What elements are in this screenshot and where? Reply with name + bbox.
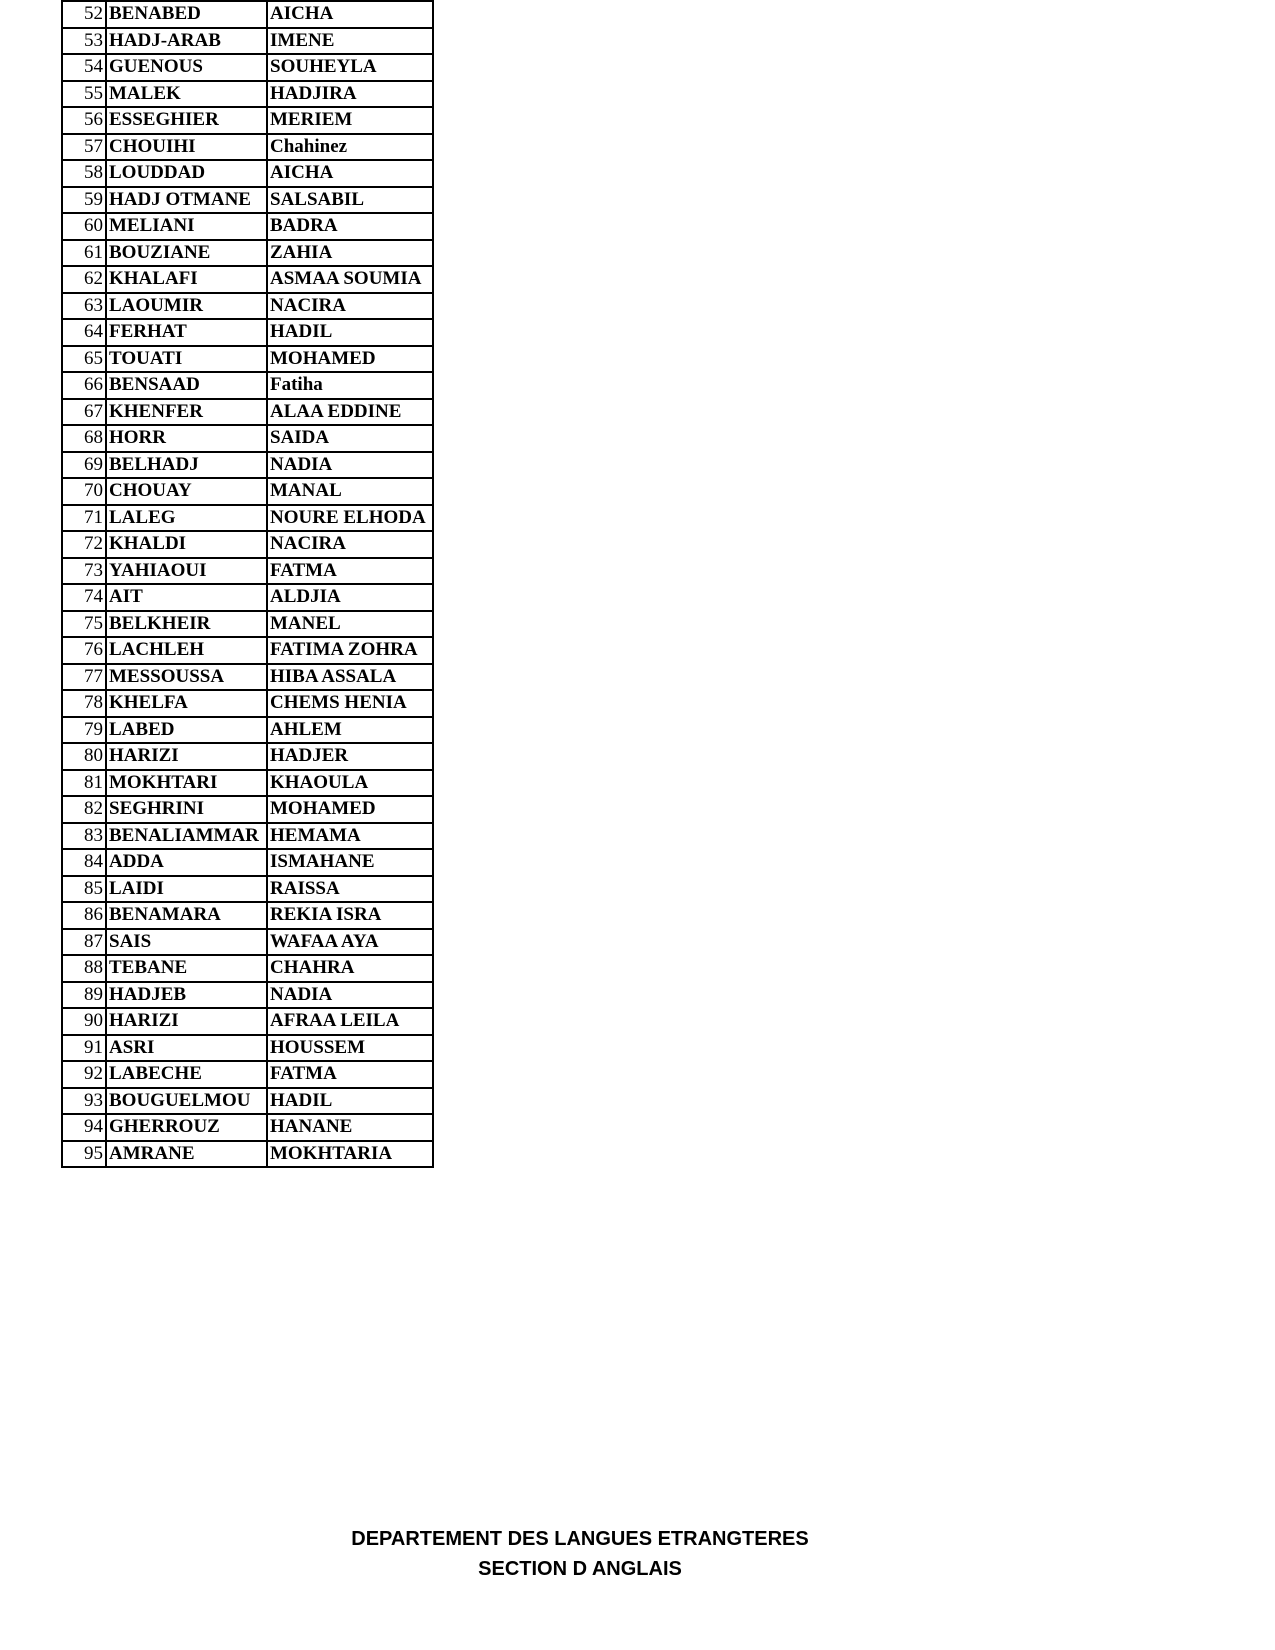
first-name-cell: ISMAHANE bbox=[267, 849, 433, 876]
table-row bbox=[62, 107, 433, 134]
last-name-cell: HADJ-ARAB bbox=[106, 28, 267, 55]
last-name-cell: KHALDI bbox=[106, 531, 267, 558]
last-name-cell: BELHADJ bbox=[106, 452, 267, 479]
table-row bbox=[62, 1141, 433, 1168]
first-name-cell: RAISSA bbox=[267, 876, 433, 903]
row-number: 78 bbox=[62, 690, 106, 717]
table-row bbox=[62, 372, 433, 399]
row-number: 86 bbox=[62, 902, 106, 929]
table-row bbox=[62, 346, 433, 373]
first-name-cell: FATMA bbox=[267, 558, 433, 585]
row-number: 54 bbox=[62, 54, 106, 81]
first-name-cell: HIBA ASSALA bbox=[267, 664, 433, 691]
last-name-cell: KHELFA bbox=[106, 690, 267, 717]
first-name-cell: SOUHEYLA bbox=[267, 54, 433, 81]
first-name-cell: HANANE bbox=[267, 1114, 433, 1141]
row-number: 68 bbox=[62, 425, 106, 452]
last-name-cell: LAIDI bbox=[106, 876, 267, 903]
row-number: 64 bbox=[62, 319, 106, 346]
last-name-cell: LABED bbox=[106, 717, 267, 744]
first-name-cell: NOURE ELHODA bbox=[267, 505, 433, 532]
last-name-cell: HARIZI bbox=[106, 1008, 267, 1035]
row-number: 61 bbox=[62, 240, 106, 267]
table-row bbox=[62, 478, 433, 505]
row-number: 55 bbox=[62, 81, 106, 108]
last-name-cell: LALEG bbox=[106, 505, 267, 532]
row-number: 63 bbox=[62, 293, 106, 320]
table-row bbox=[62, 743, 433, 770]
last-name-cell: BELKHEIR bbox=[106, 611, 267, 638]
table-row bbox=[62, 28, 433, 55]
table-row bbox=[62, 452, 433, 479]
table-row bbox=[62, 425, 433, 452]
row-number: 77 bbox=[62, 664, 106, 691]
table-row bbox=[62, 399, 433, 426]
table-row bbox=[62, 1, 433, 28]
last-name-cell: MOKHTARI bbox=[106, 770, 267, 797]
table-row bbox=[62, 929, 433, 956]
row-number: 84 bbox=[62, 849, 106, 876]
first-name-cell: NADIA bbox=[267, 452, 433, 479]
last-name-cell: SAIS bbox=[106, 929, 267, 956]
student-list-body bbox=[62, 1, 433, 1167]
table-row bbox=[62, 823, 433, 850]
last-name-cell: BENALIAMMAR bbox=[106, 823, 267, 850]
first-name-cell: NACIRA bbox=[267, 531, 433, 558]
table-row bbox=[62, 690, 433, 717]
row-number: 57 bbox=[62, 134, 106, 161]
first-name-cell: HADJER bbox=[267, 743, 433, 770]
row-number: 70 bbox=[62, 478, 106, 505]
table-row bbox=[62, 134, 433, 161]
row-number: 83 bbox=[62, 823, 106, 850]
row-number: 75 bbox=[62, 611, 106, 638]
first-name-cell: CHEMS HENIA bbox=[267, 690, 433, 717]
table-row bbox=[62, 1061, 433, 1088]
last-name-cell: CHOUAY bbox=[106, 478, 267, 505]
table-row bbox=[62, 1088, 433, 1115]
row-number: 82 bbox=[62, 796, 106, 823]
row-number: 85 bbox=[62, 876, 106, 903]
last-name-cell: BENABED bbox=[106, 1, 267, 28]
table-row bbox=[62, 319, 433, 346]
last-name-cell: LOUDDAD bbox=[106, 160, 267, 187]
row-number: 91 bbox=[62, 1035, 106, 1062]
row-number: 95 bbox=[62, 1141, 106, 1168]
first-name-cell: KHAOULA bbox=[267, 770, 433, 797]
last-name-cell: TEBANE bbox=[106, 955, 267, 982]
first-name-cell: HADIL bbox=[267, 319, 433, 346]
first-name-cell: HEMAMA bbox=[267, 823, 433, 850]
last-name-cell: MESSOUSSA bbox=[106, 664, 267, 691]
first-name-cell: Fatiha bbox=[267, 372, 433, 399]
first-name-cell: BADRA bbox=[267, 213, 433, 240]
last-name-cell: ADDA bbox=[106, 849, 267, 876]
last-name-cell: AMRANE bbox=[106, 1141, 267, 1168]
first-name-cell: AFRAA LEILA bbox=[267, 1008, 433, 1035]
last-name-cell: MALEK bbox=[106, 81, 267, 108]
row-number: 71 bbox=[62, 505, 106, 532]
first-name-cell: HADJIRA bbox=[267, 81, 433, 108]
row-number: 87 bbox=[62, 929, 106, 956]
last-name-cell: AIT bbox=[106, 584, 267, 611]
last-name-cell: BENSAAD bbox=[106, 372, 267, 399]
table-row bbox=[62, 611, 433, 638]
last-name-cell: KHALAFI bbox=[106, 266, 267, 293]
table-row bbox=[62, 955, 433, 982]
table-row bbox=[62, 1114, 433, 1141]
first-name-cell: MANAL bbox=[267, 478, 433, 505]
last-name-cell: HADJ OTMANE bbox=[106, 187, 267, 214]
table-row bbox=[62, 584, 433, 611]
row-number: 72 bbox=[62, 531, 106, 558]
last-name-cell: BOUGUELMOU bbox=[106, 1088, 267, 1115]
first-name-cell: MANEL bbox=[267, 611, 433, 638]
first-name-cell: NACIRA bbox=[267, 293, 433, 320]
table-row bbox=[62, 876, 433, 903]
row-number: 81 bbox=[62, 770, 106, 797]
table-row bbox=[62, 770, 433, 797]
row-number: 92 bbox=[62, 1061, 106, 1088]
table-row bbox=[62, 558, 433, 585]
first-name-cell: SAIDA bbox=[267, 425, 433, 452]
last-name-cell: GUENOUS bbox=[106, 54, 267, 81]
row-number: 65 bbox=[62, 346, 106, 373]
row-number: 56 bbox=[62, 107, 106, 134]
first-name-cell: ALAA EDDINE bbox=[267, 399, 433, 426]
last-name-cell: ASRI bbox=[106, 1035, 267, 1062]
last-name-cell: BOUZIANE bbox=[106, 240, 267, 267]
row-number: 60 bbox=[62, 213, 106, 240]
first-name-cell: ZAHIA bbox=[267, 240, 433, 267]
row-number: 74 bbox=[62, 584, 106, 611]
row-number: 52 bbox=[62, 1, 106, 28]
table-row bbox=[62, 293, 433, 320]
table-row bbox=[62, 664, 433, 691]
first-name-cell: FATIMA ZOHRA bbox=[267, 637, 433, 664]
row-number: 73 bbox=[62, 558, 106, 585]
row-number: 89 bbox=[62, 982, 106, 1009]
last-name-cell: KHENFER bbox=[106, 399, 267, 426]
first-name-cell: ALDJIA bbox=[267, 584, 433, 611]
row-number: 67 bbox=[62, 399, 106, 426]
table-row bbox=[62, 982, 433, 1009]
first-name-cell: REKIA ISRA bbox=[267, 902, 433, 929]
row-number: 76 bbox=[62, 637, 106, 664]
table-row bbox=[62, 717, 433, 744]
table-row bbox=[62, 54, 433, 81]
department-title: DEPARTEMENT DES LANGUES ETRANGTERES bbox=[351, 1528, 809, 1550]
last-name-cell: FERHAT bbox=[106, 319, 267, 346]
first-name-cell: MOHAMED bbox=[267, 796, 433, 823]
table-row bbox=[62, 1035, 433, 1062]
last-name-cell: HADJEB bbox=[106, 982, 267, 1009]
first-name-cell: AICHA bbox=[267, 160, 433, 187]
first-name-cell: CHAHRA bbox=[267, 955, 433, 982]
last-name-cell: HORR bbox=[106, 425, 267, 452]
last-name-cell: ESSEGHIER bbox=[106, 107, 267, 134]
first-name-cell: SALSABIL bbox=[267, 187, 433, 214]
table-row bbox=[62, 81, 433, 108]
row-number: 80 bbox=[62, 743, 106, 770]
section-title: SECTION D ANGLAIS bbox=[478, 1558, 682, 1580]
first-name-cell: FATMA bbox=[267, 1061, 433, 1088]
table-row bbox=[62, 902, 433, 929]
row-number: 94 bbox=[62, 1114, 106, 1141]
first-name-cell: AHLEM bbox=[267, 717, 433, 744]
row-number: 69 bbox=[62, 452, 106, 479]
last-name-cell: LAOUMIR bbox=[106, 293, 267, 320]
row-number: 59 bbox=[62, 187, 106, 214]
first-name-cell: ASMAA SOUMIA bbox=[267, 266, 433, 293]
table-row bbox=[62, 160, 433, 187]
first-name-cell: MOKHTARIA bbox=[267, 1141, 433, 1168]
first-name-cell: MERIEM bbox=[267, 107, 433, 134]
row-number: 66 bbox=[62, 372, 106, 399]
first-name-cell: NADIA bbox=[267, 982, 433, 1009]
table-row bbox=[62, 1008, 433, 1035]
row-number: 58 bbox=[62, 160, 106, 187]
row-number: 93 bbox=[62, 1088, 106, 1115]
table-row bbox=[62, 849, 433, 876]
last-name-cell: GHERROUZ bbox=[106, 1114, 267, 1141]
first-name-cell: WAFAA AYA bbox=[267, 929, 433, 956]
first-name-cell: Chahinez bbox=[267, 134, 433, 161]
table-row bbox=[62, 240, 433, 267]
last-name-cell: SEGHRINI bbox=[106, 796, 267, 823]
row-number: 62 bbox=[62, 266, 106, 293]
table-row bbox=[62, 531, 433, 558]
first-name-cell: HOUSSEM bbox=[267, 1035, 433, 1062]
last-name-cell: BENAMARA bbox=[106, 902, 267, 929]
table-row bbox=[62, 266, 433, 293]
row-number: 53 bbox=[62, 28, 106, 55]
last-name-cell: LABECHE bbox=[106, 1061, 267, 1088]
last-name-cell: YAHIAOUI bbox=[106, 558, 267, 585]
first-name-cell: HADIL bbox=[267, 1088, 433, 1115]
student-list-table bbox=[61, 0, 434, 1168]
table-row bbox=[62, 213, 433, 240]
last-name-cell: CHOUIHI bbox=[106, 134, 267, 161]
last-name-cell: TOUATI bbox=[106, 346, 267, 373]
first-name-cell: MOHAMED bbox=[267, 346, 433, 373]
last-name-cell: HARIZI bbox=[106, 743, 267, 770]
row-number: 79 bbox=[62, 717, 106, 744]
first-name-cell: AICHA bbox=[267, 1, 433, 28]
row-number: 88 bbox=[62, 955, 106, 982]
table-row bbox=[62, 637, 433, 664]
table-row bbox=[62, 505, 433, 532]
first-name-cell: IMENE bbox=[267, 28, 433, 55]
table-row bbox=[62, 187, 433, 214]
last-name-cell: MELIANI bbox=[106, 213, 267, 240]
row-number: 90 bbox=[62, 1008, 106, 1035]
last-name-cell: LACHLEH bbox=[106, 637, 267, 664]
table-row bbox=[62, 796, 433, 823]
